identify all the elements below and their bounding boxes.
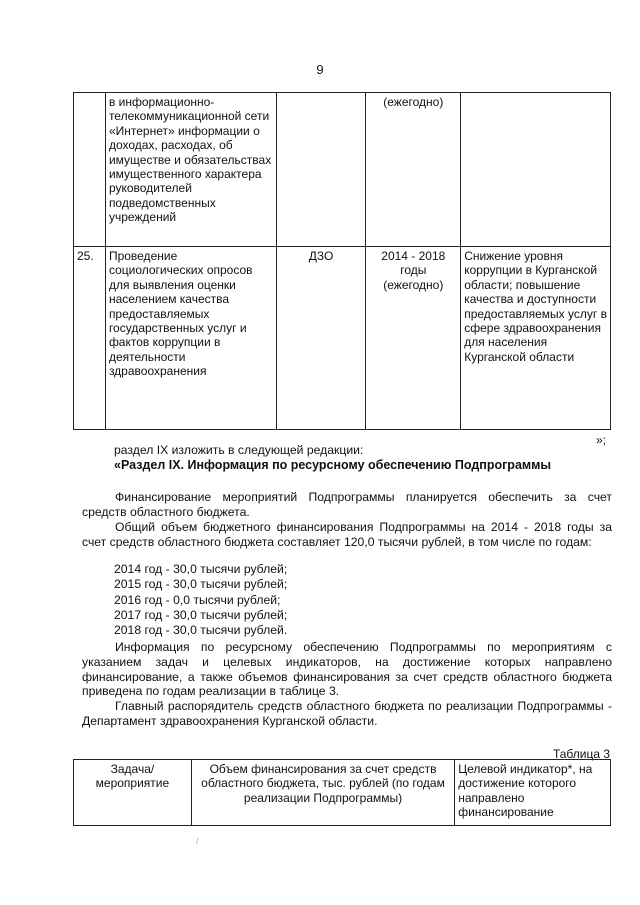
list-item: 2017 год - 30,0 тысячи рублей; xyxy=(114,607,288,622)
result-cell: Снижение уровня коррупции в Курганской области; повышение качества и доступности предоставляемых услуг в сфере здравоохранения для населения Курганской области xyxy=(461,247,611,430)
activities-table xyxy=(73,92,611,430)
scan-mark: / xyxy=(196,836,199,846)
paragraph-financing: Финансирование мероприятий Подпрограммы планируется обеспечить за счет средств областного бюджета. xyxy=(82,490,612,519)
list-item: 2014 год - 30,0 тысячи рублей; xyxy=(114,562,288,576)
header-financing-volume: Объем финансирования за счет средств областного бюджета, тыс. рублей (по годам реализации Подпрограммы) xyxy=(191,760,454,826)
period-cell: (ежегодно) xyxy=(366,93,461,247)
executor-cell xyxy=(276,93,366,247)
years-list xyxy=(114,562,287,638)
section-intro: раздел IX изложить в следующей редакции: xyxy=(114,443,364,457)
page-number: 9 xyxy=(316,62,324,77)
header-target-indicator: Целевой индикатор*, на достижение которого направлено финансирование xyxy=(455,760,611,826)
resource-table xyxy=(73,759,611,826)
list-item: 2015 год - 30,0 тысячи рублей; xyxy=(114,577,288,592)
result-cell xyxy=(461,93,611,247)
list-item: 2018 год - 30,0 тысячи рублей. xyxy=(114,623,288,638)
table-caption: Таблица 3 xyxy=(552,747,610,761)
section-title: «Раздел IX. Информация по ресурсному обеспечению Подпрограммы xyxy=(114,458,552,472)
paragraph-resource-info: Информация по ресурсному обеспечению Подпрограммы по мероприятиям с указанием задач и целевых индикаторов, на достижение которых направлено финансирование, а также объемов финансирования за счет средств областного бюджета приведена по годам реализации в таблице 3. xyxy=(82,640,612,699)
paragraph-total-volume: Общий объем бюджетного финансирования Подпрограммы на 2014 - 2018 годы за счет средств областного бюджета составляет 120,0 тысячи рублей, в том числе по годам: xyxy=(82,520,612,549)
table-header-row xyxy=(74,760,611,826)
period-cell: 2014 - 2018 годы (ежегодно) xyxy=(366,247,461,430)
table-row xyxy=(74,247,611,430)
table-row xyxy=(74,93,611,247)
activity-cell: Проведение социологических опросов для выявления оценки населением качества предоставляемых государственных услуг и фактов коррупции в деятельности здравоохранения xyxy=(105,247,276,430)
activity-cell: в информационно-телекоммуникационной сети «Интернет» информации о доходах, расходах, об имуществе и обязательствах имущественного характера руководителей подведомственных учреждений xyxy=(105,93,276,247)
paragraph-main-manager: Главный распорядитель средств областного бюджета по реализации Подпрограммы - Департамент здравоохранения Курганской области. xyxy=(82,699,612,728)
list-item: 2016 год - 0,0 тысячи рублей; xyxy=(114,592,281,607)
row-number-cell: 25. xyxy=(74,247,106,430)
header-task: Задача/ мероприятие xyxy=(74,760,192,826)
executor-cell: ДЗО xyxy=(276,247,366,430)
closing-quote: »; xyxy=(596,433,607,447)
row-number-cell xyxy=(74,93,106,247)
